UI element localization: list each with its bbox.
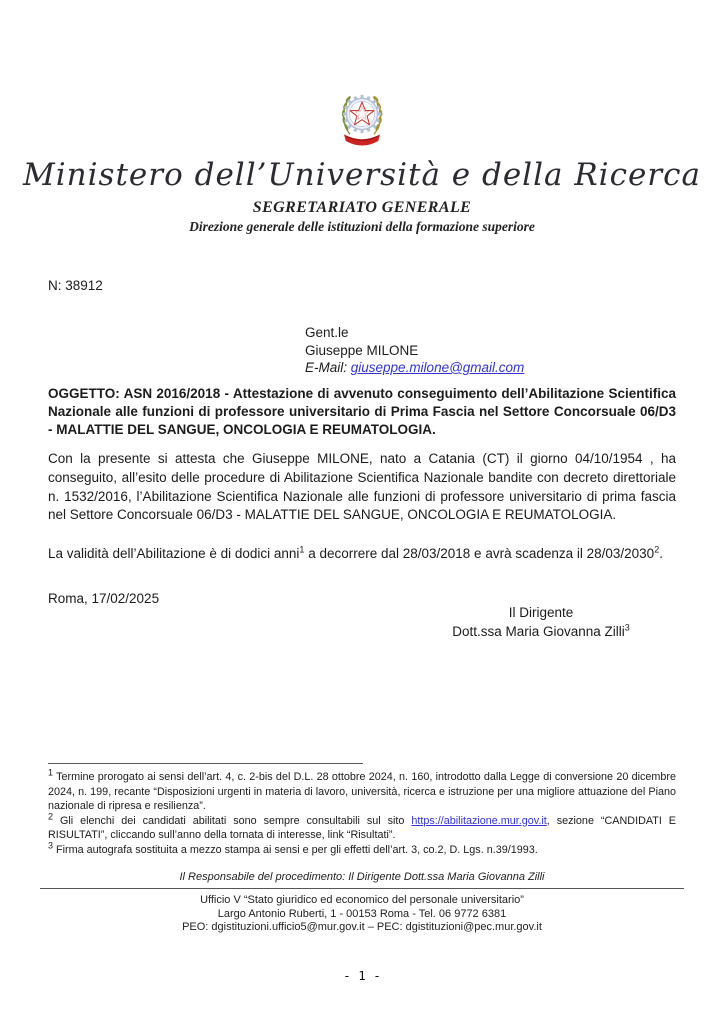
dateline: Roma, 17/02/2025 [48, 591, 160, 606]
signer-role: Il Dirigente [508, 605, 574, 620]
footnote-ref-2: 2 [654, 544, 660, 555]
subject-paragraph: OGGETTO: ASN 2016/2018 - Attestazione di avvenuto conseguimento dell’Abilitazione Scientifica Nazionale alle funzioni di professore universitario di Prima Fascia nel Settore Concorsuale 06/D3 - MALATTIE DEL SANGUE, ONCOLOGIA E REUMATOLOGIA. [48, 386, 676, 437]
recipient-name: Giuseppe MILONE [305, 342, 419, 358]
footnote-separator [48, 763, 363, 764]
protocol-number: N: 38912 [48, 278, 103, 293]
footnote-ref-1: 1 [299, 544, 305, 555]
footnote-2-text-before: Gli elenchi dei candidati abilitati sono sempre consultabili sul sito [53, 814, 412, 827]
letterhead [0, 0, 724, 235]
footnote-2 [48, 811, 676, 843]
signature-block [391, 604, 691, 641]
secretariat-title: SEGRETARIATO GENERALE [252, 199, 472, 216]
office-name: Ufficio V “Stato giuridico ed economico del personale universitario” [200, 894, 524, 906]
abilitazione-site-link[interactable]: https://abilitazione.mur.gov.it [411, 814, 547, 827]
footnote-3 [48, 840, 676, 858]
validity-paragraph [48, 545, 676, 564]
footnote-3-text: Firma autografa sostituita a mezzo stampa ai sensi e per gli effetti dell’art. 3, co.2, D. Lgs. n.39/1993. [53, 843, 538, 856]
signer-name [391, 623, 691, 642]
footnote-1 [48, 767, 676, 814]
ministry-title: Ministero dell’Università e della Ricerca [23, 157, 701, 193]
office-address: Largo Antonio Ruberti, 1 - 00153 Roma - Tel. 06 9772 6381 [217, 907, 507, 920]
office-footer [0, 894, 724, 935]
footnote-1-text: Termine prorogato ai sensi dell’art. 4, c. 2-bis del D.L. 28 ottobre 2024, n. 160, introdotto dalla Legge di conversione 20 dicembre 2024, n. 199, recante “Disposizioni urgenti in materia di lavoro, università, ricerca e istruzione per una migliore attuazione del Piano nazionale di ripresa e resilienza”. [48, 771, 676, 813]
footnote-ref-3: 3 [624, 622, 630, 632]
attestation-paragraph: Con la presente si attesta che Giuseppe MILONE, nato a Catania (CT) il giorno 04/10/1954 , ha conseguito, all’esito delle procedure di Abilitazione Scientifica Nazionale bandite con decreto direttoriale n. 1532/2016, l’Abilitazione Scientifica Nazionale alle funzioni di professore universitario di prima fascia nel Settore Concorsuale 06/D3 - MALATTIE DEL SANGUE, ONCOLOGIA E REUMATOLOGIA. [48, 451, 676, 523]
italian-republic-emblem-icon [332, 84, 392, 150]
email-label: E-Mail: [305, 360, 351, 375]
footer-separator [40, 888, 684, 889]
footnote-2-text-after: , sezione “CANDIDATI E RISULTATI”, cliccando sull’anno della tornata di interesse, link “Risultati”. [48, 814, 676, 842]
validity-text-end: . [659, 546, 663, 561]
directorate-subtitle: Direzione generale delle istituzioni della formazione superiore [189, 219, 535, 234]
footnote-3-ref: 3 [48, 840, 54, 851]
responsible-line: Il Responsabile del procedimento: Il Dirigente Dott.ssa Maria Giovanna Zilli [179, 871, 545, 883]
validity-text-2: a decorrere dal 28/03/2018 e avrà scadenza il 28/03/2030 [304, 546, 655, 561]
recipient-email-link[interactable]: giuseppe.milone@gmail.com [350, 360, 525, 375]
signer-name-text: Dott.ssa Maria Giovanna Zilli [452, 623, 625, 639]
page-number: - 1 - [343, 968, 381, 983]
office-contacts: PEO: dgistituzioni.ufficio5@mur.gov.it – PEC: dgistituzioni@pec.mur.gov.it [182, 921, 542, 933]
recipient-salutation: Gent.le [305, 325, 349, 340]
recipient-email-line [305, 359, 524, 377]
footnote-1-ref: 1 [48, 767, 54, 778]
footnotes [48, 767, 676, 858]
validity-text-1: La validità dell’Abilitazione è di dodici anni [48, 546, 300, 561]
footnote-2-ref: 2 [48, 811, 54, 822]
recipient-block [305, 324, 524, 377]
